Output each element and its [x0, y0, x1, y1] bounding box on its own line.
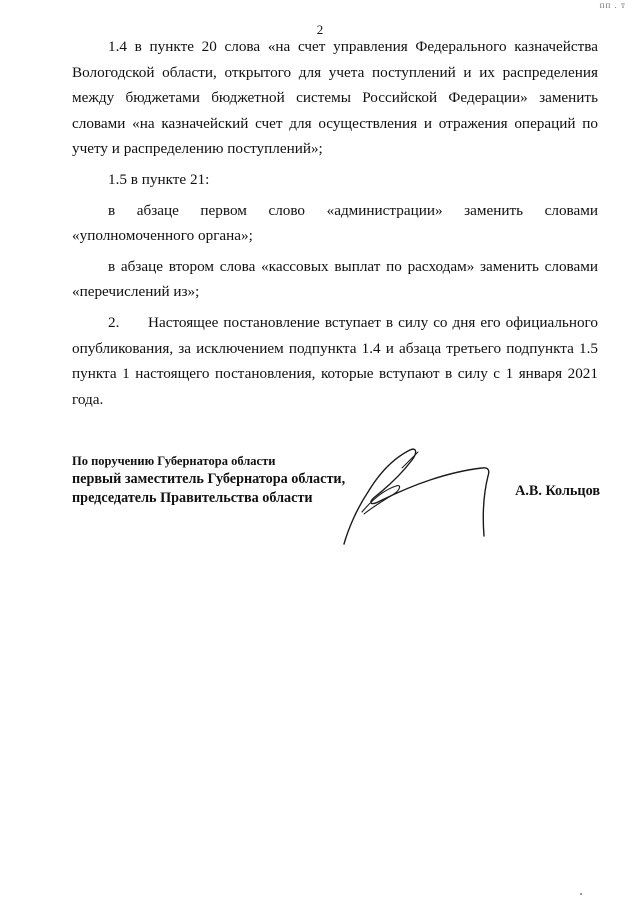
document-body	[72, 34, 598, 412]
scan-dot	[580, 893, 582, 895]
item-2-number: 2.	[108, 313, 120, 331]
paragraph-item-2	[72, 310, 598, 412]
corner-mark: пп . т	[599, 0, 626, 10]
paragraph-1-4: 1.4 в пункте 20 слова «на счет управления Федерального казначейства Вологодской области, открытого для учета поступлений и их распределения между бюджетами бюджетной системы Российской Федерации» заменить словами «на казначейский счет для осуществления и отражения операций по учету и распределению поступлений»;	[72, 38, 598, 158]
signatory-line-3: председатель Правительства области	[72, 490, 313, 506]
signatory-line-2: первый заместитель Губернатора области,	[72, 471, 346, 487]
page-number: 2	[316, 22, 324, 37]
signatory-name: А.В. Кольцов	[515, 483, 600, 499]
signatory-line-1: По поручению Губернатора области	[72, 454, 276, 468]
paragraph-1-5: 1.5 в пункте 21:	[108, 170, 210, 188]
paragraph-first-abzac: в абзаце первом слово «администрации» заменить словами «уполномоченного органа»;	[72, 201, 598, 245]
item-2-text: Настоящее постановление вступает в силу со дня его официального опубликования, за исключением подпункта 1.4 и абзаца третьего подпункта 1.5 пункта 1 настоящего постановления, которые вступают в силу с 1 января 2021 года.	[72, 313, 598, 408]
handwritten-signature	[338, 440, 506, 546]
paragraph-second-abzac: в абзаце втором слова «кассовых выплат по расходам» заменить словами «перечислений из»;	[72, 257, 598, 301]
